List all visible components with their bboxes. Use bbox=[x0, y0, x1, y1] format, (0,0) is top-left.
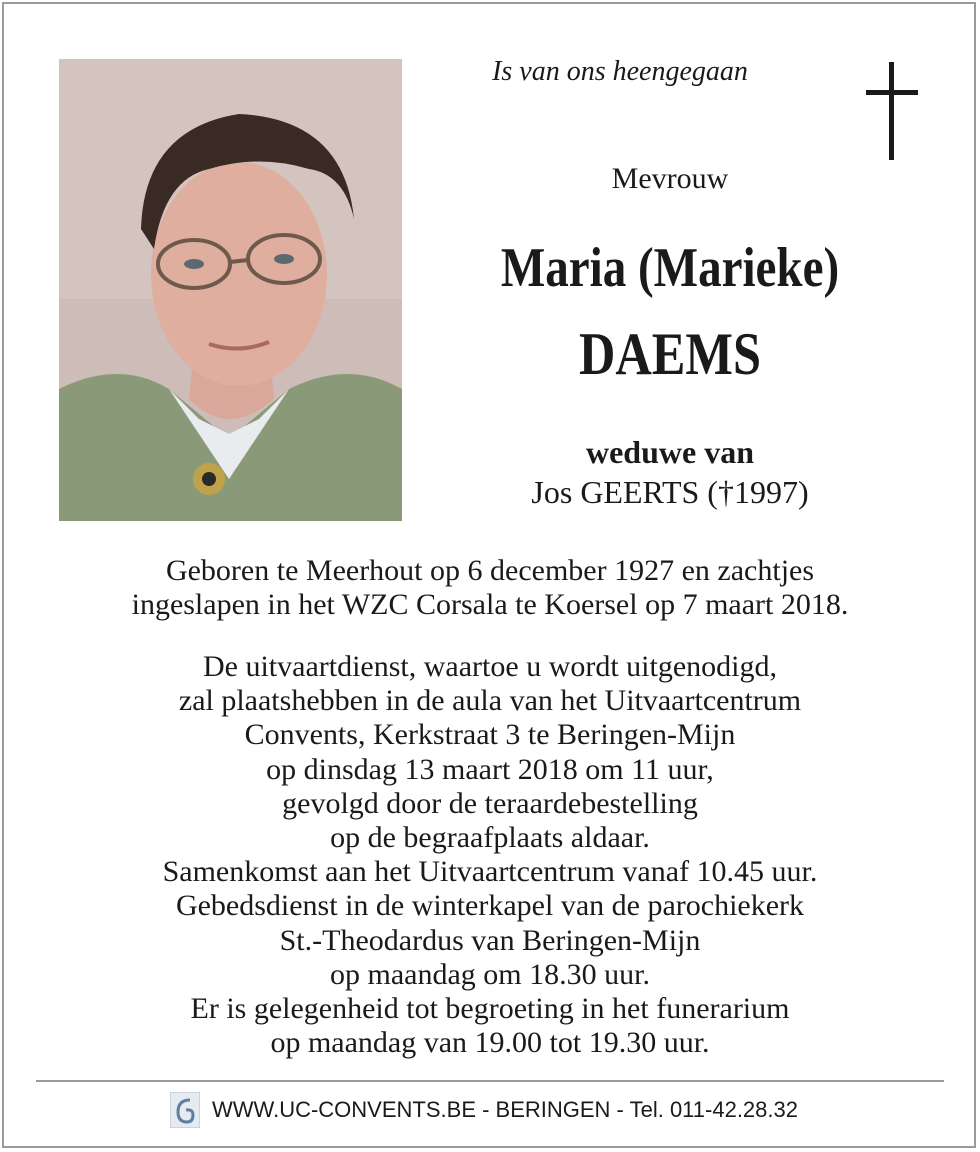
service-line: St.-Theodardus van Beringen-Mijn bbox=[279, 923, 701, 957]
service-line: Er is gelegenheid tot begroeting in het funerarium bbox=[190, 992, 790, 1026]
service-line: Gebedsdienst in de winterkapel van de parochiekerk bbox=[175, 889, 805, 923]
portrait-photo bbox=[59, 59, 402, 521]
service-line: op maandag van 19.00 tot 19.30 uur. bbox=[270, 1026, 710, 1060]
footer-contact: WWW.UC-CONVENTS.BE - BERINGEN - Tel. 011-42.28.32 bbox=[212, 1097, 798, 1122]
service-line: op maandag om 18.30 uur. bbox=[330, 957, 650, 991]
service-line: Samenkomst aan het Uitvaartcentrum vanaf 10.45 uur. bbox=[162, 855, 818, 889]
cross-icon bbox=[862, 62, 922, 160]
service-line: op dinsdag 13 maart 2018 om 11 uur, bbox=[266, 752, 714, 786]
deceased-name: Maria (Marieke) bbox=[500, 237, 840, 299]
salutation: Mevrouw bbox=[611, 162, 729, 195]
spouse-name: Jos GEERTS (†1997) bbox=[531, 474, 809, 510]
service-line: De uitvaartdienst, waartoe u wordt uitgenodigd, bbox=[202, 650, 777, 683]
birth-line: ingeslapen in het WZC Corsala te Koersel op 7 maart 2018. bbox=[131, 588, 849, 621]
footer-divider bbox=[36, 1080, 944, 1082]
deceased-surname: DAEMS bbox=[578, 321, 762, 387]
service-line: zal plaatshebben in de aula van het Uitvaartcentrum bbox=[178, 684, 802, 718]
birth-line: Geboren te Meerhout op 6 december 1927 en zachtjes bbox=[165, 554, 815, 587]
intro-text: Is van ons heengegaan bbox=[492, 56, 748, 87]
service-line: Convents, Kerkstraat 3 te Beringen-Mijn bbox=[244, 718, 736, 752]
service-line: gevolgd door de teraardebestelling bbox=[282, 786, 698, 820]
footer bbox=[0, 1088, 980, 1132]
birth-death-details bbox=[40, 554, 940, 622]
funeral-service-details bbox=[40, 650, 940, 1060]
widow-label: weduwe van bbox=[585, 434, 754, 470]
service-line: op de begraafplaats aldaar. bbox=[330, 821, 650, 855]
funeral-home-logo-icon bbox=[170, 1092, 200, 1128]
